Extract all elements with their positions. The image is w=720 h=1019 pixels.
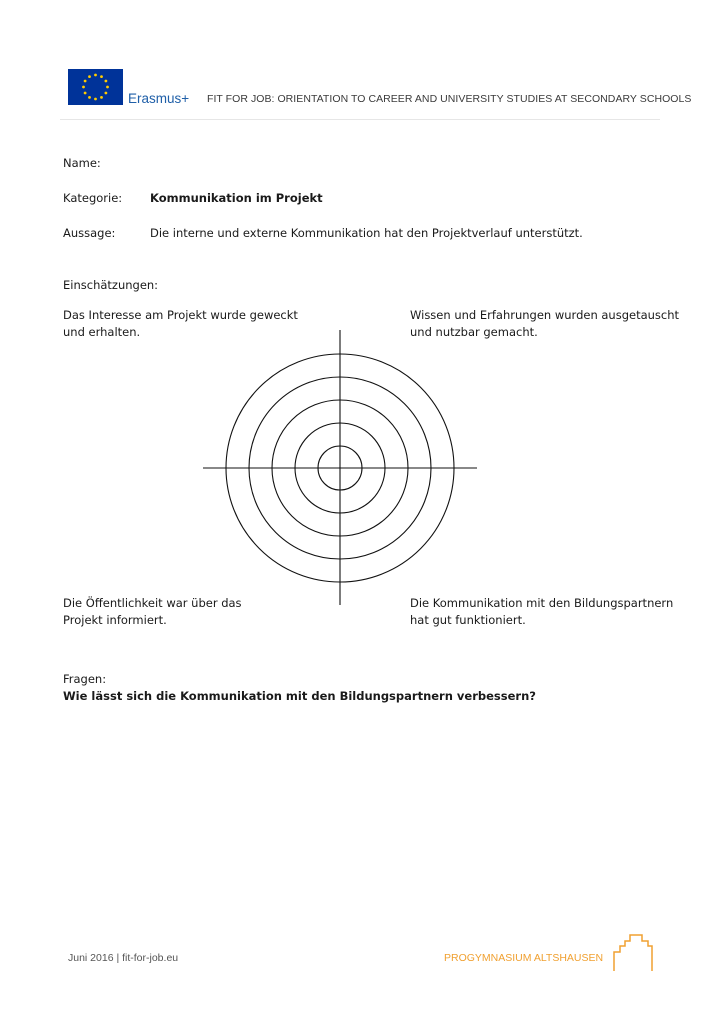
castle-icon bbox=[612, 932, 654, 974]
quadrant-bottom-left-line2: Projekt informiert. bbox=[63, 613, 167, 627]
quadrant-top-left-line1: Das Interesse am Projekt wurde geweckt bbox=[63, 308, 298, 322]
category-label: Kategorie: bbox=[63, 191, 123, 205]
statement-value: Die interne und externe Kommunikation hat den Projektverlauf unterstützt. bbox=[150, 226, 583, 240]
quadrant-bottom-left-line1: Die Öffentlichkeit war über das bbox=[63, 596, 242, 610]
question-text: Wie lässt sich die Kommunikation mit den Bildungspartnern verbessern? bbox=[63, 689, 536, 703]
header-title: FIT FOR JOB: ORIENTATION TO CAREER AND UNIVERSITY STUDIES AT SECONDARY SCHOOLS bbox=[207, 93, 692, 105]
footer-school-name: PROGYMNASIUM ALTSHAUSEN bbox=[444, 952, 604, 964]
quadrant-top-right-line1: Wissen und Erfahrungen wurden ausgetauscht bbox=[410, 308, 680, 322]
quadrant-top-right-line2: und nutzbar gemacht. bbox=[410, 325, 538, 339]
questions-label: Fragen: bbox=[63, 672, 107, 686]
quadrant-top-left-line2: und erhalten. bbox=[63, 325, 141, 339]
assessments-label: Einschätzungen: bbox=[63, 278, 159, 292]
erasmus-logo-text: Erasmus+ bbox=[128, 91, 190, 106]
name-label: Name: bbox=[63, 156, 101, 170]
quadrant-bottom-right-line2: hat gut funktioniert. bbox=[410, 613, 526, 627]
footer-date-site: Juni 2016 | fit-for-job.eu bbox=[68, 952, 179, 964]
statement-label: Aussage: bbox=[63, 226, 116, 240]
quadrant-bottom-right-line1: Die Kommunikation mit den Bildungspartnern bbox=[410, 596, 674, 610]
category-value: Kommunikation im Projekt bbox=[150, 191, 323, 205]
